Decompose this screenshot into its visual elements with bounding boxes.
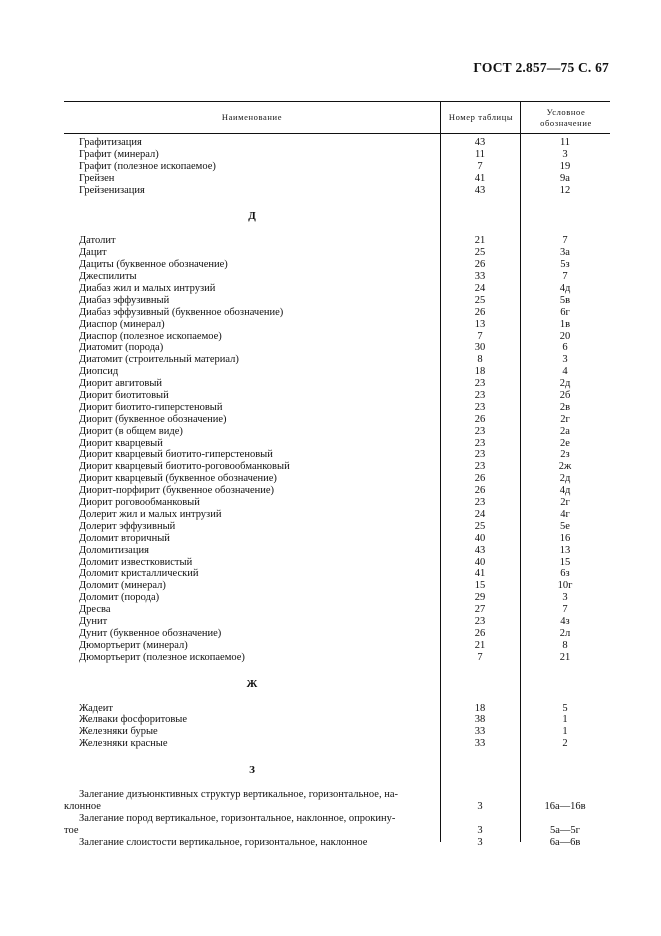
table-row [64,837,610,849]
entry-table-number: 23 [474,390,486,402]
header-name: Наименование [221,112,283,122]
entry-name: Диорит биотито-гиперстеновый [79,401,223,413]
entry-table-number: 13 [474,318,486,330]
entry-symbol: 2б [559,390,571,402]
entry-symbol: 10г [557,580,573,592]
entry-name: Доломит (порода) [79,592,160,604]
entry-symbol: 2д [559,378,571,390]
entry-name: Диорит кварцевый (буквенное обозначение) [79,473,277,485]
entry-symbol: 2г [560,413,570,425]
entry-name: Диорит кварцевый биотито-роговообманковый [79,461,290,473]
entry-symbol: 6г [560,306,570,318]
entry-table-number: 21 [474,235,486,247]
entry-name: Дюмортьерит (минерал) [79,639,188,651]
entry-symbol: 7 [562,271,568,283]
table-row [64,568,610,580]
entry-table-number: 7 [477,651,483,663]
table-row [64,235,610,247]
entry-name: Диаспор (полезное ископаемое) [79,330,222,342]
entry-table-number: 18 [474,366,486,378]
entry-symbol: 21 [559,651,571,663]
entry-symbol: 12 [559,184,571,196]
entry-table-number: 40 [474,532,486,544]
entry-name: Диорит биотитовый [79,390,169,402]
entry-table-number: 33 [474,271,486,283]
entry-table-number: 33 [474,726,486,738]
entry-name: Диабаз эффузивный (буквенное обозначение) [79,306,284,318]
entry-symbol: 6з [560,568,570,580]
entry-symbol: 7 [562,235,568,247]
entry-symbol: 4д [559,283,571,295]
entry-symbol: 16 [559,532,571,544]
entry-symbol: 13 [559,544,571,556]
table-row [64,185,610,197]
entry-name: Залегание пород вертикальное, горизонтальное, наклонное, опрокину- [79,812,396,824]
entry-symbol: 4г [560,508,570,520]
entry-symbol: 2а [560,425,570,437]
entry-table-number: 41 [474,172,486,184]
entry-name: Диорит (в общем виде) [79,425,183,437]
entry-name: Диабаз эффузивный [79,294,170,306]
table-row [64,545,610,557]
entry-table-number: 15 [474,580,486,592]
entry-name: Грейзенизация [79,184,145,196]
table-row [64,640,610,652]
entry-symbol: 11 [559,137,571,148]
entry-name: Залегание слоистости вертикальное, горизонтальное, наклонное [79,836,368,848]
table-row [64,247,610,259]
entry-name: Жадеит [79,702,114,714]
entry-name: Диопсид [79,366,119,378]
table-row [64,533,610,545]
table-row [64,438,610,450]
table-row [64,604,610,616]
table-row [64,354,610,366]
table-body [64,134,610,848]
entry-table-number: 26 [474,473,486,485]
entry-name: Диаспор (минерал) [79,318,165,330]
table-row [64,319,610,331]
entry-symbol: 2д [559,473,571,485]
entry-symbol: 5а—5г [550,824,580,836]
entry-name: Диорит кварцевый биотито-гиперстеновый [79,449,273,461]
entry-symbol: 2в [559,401,571,413]
table-row [64,271,610,283]
entry-table-number: 43 [474,184,486,196]
entry-symbol: 2е [560,437,570,449]
entry-name: Долерит эффузивный [79,520,176,532]
entry-symbol: 7 [562,604,568,616]
table-row [64,283,610,295]
entry-symbol: 3 [562,592,568,604]
entry-symbol: 3 [562,354,568,366]
table-row [64,307,610,319]
table-row [64,521,610,533]
entry-symbol: 16а—16в [544,800,586,812]
entry-table-number: 29 [474,592,486,604]
entry-name: Диорит авгитовый [79,378,162,390]
section-letter: Д [248,210,256,223]
entry-table-number: 8 [477,354,483,366]
entry-name: Железняки бурые [79,726,158,738]
table-row [64,426,610,438]
entry-table-number: 27 [474,604,486,616]
entry-table-number: 23 [474,461,486,473]
entry-table-number: 26 [474,485,486,497]
entry-name: Диорит роговообманковый [79,497,200,509]
entry-table-number: 26 [474,306,486,318]
entry-table-number: 23 [474,378,486,390]
entry-name: Графитизация [79,137,142,148]
entry-table-number: 26 [474,259,486,271]
table-row [64,580,610,592]
entry-name: Дюмортьерит (полезное ископаемое) [79,651,245,663]
entry-table-number: 3 [477,800,483,812]
entry-symbol: 2г [560,497,570,509]
entry-table-number: 25 [474,520,486,532]
table-row [64,331,610,343]
entry-table-number: 23 [474,449,486,461]
entry-symbol: 2 [562,738,568,750]
entry-symbol: 5е [560,520,570,532]
entry-symbol: 2з [560,449,570,461]
table-row [64,714,610,726]
table-row [64,703,610,715]
entry-symbol: 4д [559,485,571,497]
index-table [64,101,610,848]
table-row [64,366,610,378]
section-letter: Ж [246,677,258,690]
entry-name-continuation: клонное [64,800,101,812]
entry-name: Джеспилиты [79,271,137,283]
entry-table-number: 7 [477,160,483,172]
table-row [64,738,610,750]
table-row [64,509,610,521]
entry-name: Датолит [79,235,116,247]
table-row [64,137,610,149]
table-row [64,592,610,604]
entry-name: Доломит известковистый [79,556,193,568]
table-row [64,390,610,402]
entry-table-number: 24 [474,508,486,520]
entry-name: Железняки красные [79,738,168,750]
table-row [64,173,610,185]
entry-table-number: 43 [474,137,486,148]
entry-symbol: 5в [559,294,571,306]
entry-symbol: 1 [562,714,568,726]
entry-name: Диатомит (строительный материал) [79,354,239,366]
entry-table-number: 23 [474,497,486,509]
entry-name-continuation: тое [64,824,79,836]
entry-name: Дунит [79,615,108,627]
entry-name: Грейзен [79,172,115,184]
entry-name: Дресва [79,604,111,616]
table-row [64,616,610,628]
entry-symbol: 19 [559,160,571,172]
entry-table-number: 23 [474,425,486,437]
header-symbol: Условное обозначение [520,102,611,133]
table-row [64,295,610,307]
entry-table-number: 26 [474,413,486,425]
table-row [64,726,610,738]
entry-name: Долерит жил и малых интрузий [79,508,222,520]
table-row [64,789,610,813]
entry-symbol: 6 [562,342,568,354]
table-row [64,259,610,271]
table-row [64,628,610,640]
entry-name: Доломитизация [79,544,149,556]
running-header: ГОСТ 2.857—75 С. 67 [473,60,609,75]
entry-name: Залегание дизъюнктивных структур вертикальное, горизонтальное, на- [79,789,398,801]
table-row [64,557,610,569]
entry-name: Графит (минерал) [79,148,159,160]
entry-symbol: 8 [562,639,568,651]
entry-table-number: 23 [474,401,486,413]
entry-name: Желваки фосфоритовые [79,714,187,726]
entry-name: Дацит [79,247,107,259]
table-row [64,813,610,837]
entry-table-number: 26 [474,627,486,639]
entry-name: Диатомит (порода) [79,342,164,354]
entry-symbol: 15 [559,556,571,568]
table-row [64,161,610,173]
entry-name: Доломит вторичный [79,532,170,544]
entry-table-number: 40 [474,556,486,568]
entry-table-number: 25 [474,247,486,259]
entry-name: Доломит кристаллический [79,568,199,580]
entry-table-number: 25 [474,294,486,306]
table-row [64,414,610,426]
entry-table-number: 23 [474,615,486,627]
entry-symbol: 5 [562,702,568,714]
entry-table-number: 24 [474,283,486,295]
entry-name: Графит (полезное ископаемое) [79,160,216,172]
entry-table-number: 43 [474,544,486,556]
entry-symbol: 5з [560,259,570,271]
entry-table-number: 38 [474,714,486,726]
entry-symbol: 1в [559,318,571,330]
entry-name: Диорит-порфирит (буквенное обозначение) [79,485,275,497]
table-row [64,149,610,161]
entry-symbol: 20 [559,330,571,342]
entry-name: Диорит кварцевый [79,437,163,449]
entry-symbol: 3 [562,148,568,160]
entry-symbol: 6а—6в [549,836,581,848]
table-row [64,497,610,509]
entry-table-number: 33 [474,738,486,750]
table-row [64,342,610,354]
entry-name: Доломит (минерал) [79,580,166,592]
entry-table-number: 3 [477,836,483,848]
entry-table-number: 7 [477,330,483,342]
table-header [64,101,610,134]
entry-symbol: 2ж [558,461,572,473]
table-row [64,485,610,497]
table-row [64,449,610,461]
entry-symbol: 9а [560,172,570,184]
entry-name: Диорит (буквенное обозначение) [79,413,227,425]
entry-table-number: 30 [474,342,486,354]
table-row [64,378,610,390]
entry-symbol: 3а [560,247,570,259]
entry-table-number: 41 [474,568,486,580]
table-row [64,652,610,664]
table-row [64,461,610,473]
entry-table-number: 18 [474,702,486,714]
entry-name: Диабаз жил и малых интрузий [79,283,216,295]
entry-name: Дунит (буквенное обозначение) [79,627,222,639]
entry-table-number: 21 [474,639,486,651]
entry-name: Дациты (буквенное обозначение) [79,259,228,271]
header-table-number: Номер таблицы [440,102,521,133]
entry-table-number: 3 [477,824,483,836]
entry-symbol: 4з [560,615,570,627]
entry-table-number: 11 [474,148,486,160]
entry-symbol: 2л [559,627,571,639]
section-letter: З [249,764,255,777]
table-row [64,473,610,485]
table-row [64,402,610,414]
entry-table-number: 23 [474,437,486,449]
entry-symbol: 4 [562,366,568,378]
entry-symbol: 1 [562,726,568,738]
